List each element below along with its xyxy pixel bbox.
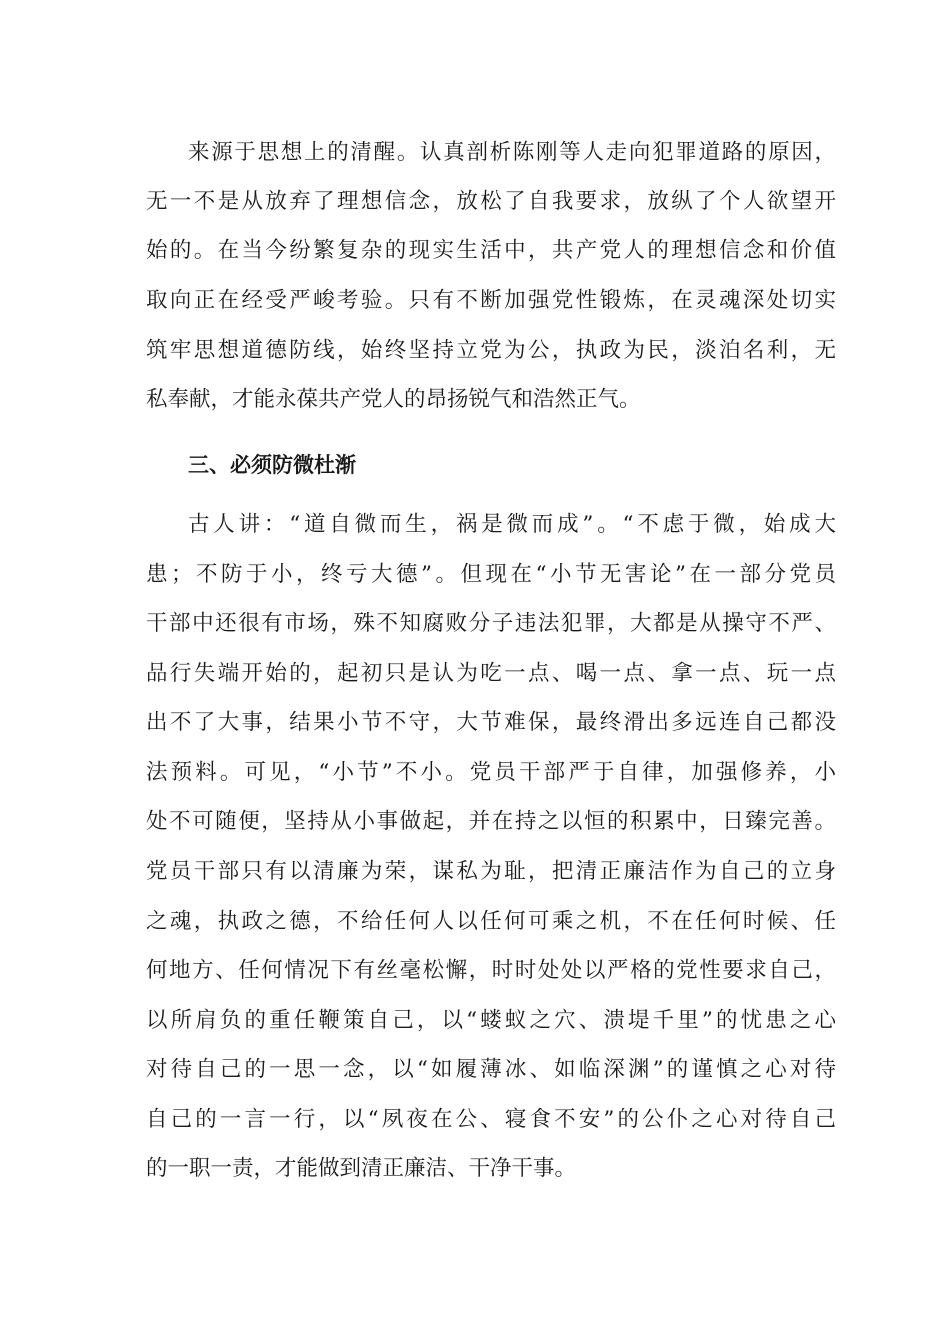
paragraph-2-line-10: 何地方、任何情况下有丝毫松懈，时时处处以严格的党性要求自己， [146, 958, 836, 983]
paragraph-2-line-11: 以所肩负的重任鞭策自己，以“蝼蚁之穴、溃堤千里”的忧患之心 [146, 1008, 836, 1033]
paragraph-2-line-2: 患；不防于小，终亏大德”。但现在“小节无害论”在一部分党员 [146, 562, 836, 587]
paragraph-2-line-1: 古人讲：“道自微而生，祸是微而成”。“不虑于微，始成大 [188, 512, 836, 537]
paragraph-2-line-8: 党员干部只有以清廉为荣，谋私为耻，把清正廉洁作为自己的立身 [146, 859, 836, 884]
paragraph-1-line-5: 筑牢思想道德防线，始终坚持立党为公，执政为民，淡泊名利，无 [146, 338, 836, 363]
section-heading: 三、必须防微杜渐 [188, 453, 356, 477]
paragraph-2-line-12: 对待自己的一思一念，以“如履薄冰、如临深渊”的谨慎之心对待 [146, 1057, 836, 1082]
paragraph-1-line-1: 来源于思想上的清醒。认真剖析陈刚等人走向犯罪道路的原因， [188, 140, 836, 165]
paragraph-1-line-2: 无一不是从放弃了理想信念，放松了自我要求，放纵了个人欲望开 [146, 189, 836, 214]
paragraph-2-line-9: 之魂，执政之德，不给任何人以任何可乘之机，不在任何时候、任 [146, 909, 836, 934]
paragraph-2-line-7: 处不可随便，坚持从小事做起，并在持之以恒的积累中，日臻完善。 [146, 809, 836, 834]
paragraph-2-line-14: 的一职一责，才能做到清正廉洁、干净干事。 [146, 1156, 577, 1181]
paragraph-1-line-6: 私奉献，才能永葆共产党人的昂扬锐气和浩然正气。 [146, 387, 641, 412]
paragraph-2-line-13: 自己的一言一行，以“夙夜在公、寝食不安”的公仆之心对待自己 [146, 1107, 836, 1132]
paragraph-2-line-5: 出不了大事，结果小节不守，大节难保，最终滑出多远连自己都没 [146, 710, 836, 735]
paragraph-1-line-3: 始的。在当今纷繁复杂的现实生活中，共产党人的理想信念和价值 [146, 238, 836, 263]
paragraph-2-line-6: 法预料。可见，“小节”不小。党员干部严于自律，加强修养，小 [146, 760, 836, 785]
paragraph-2-line-4: 品行失端开始的，起初只是认为吃一点、喝一点、拿一点、玩一点 [146, 661, 836, 686]
paragraph-1-line-4: 取向正在经受严峻考验。只有不断加强党性锻炼，在灵魂深处切实 [146, 288, 836, 313]
paragraph-2-line-3: 干部中还很有市场，殊不知腐败分子违法犯罪，大都是从操守不严、 [146, 611, 836, 636]
